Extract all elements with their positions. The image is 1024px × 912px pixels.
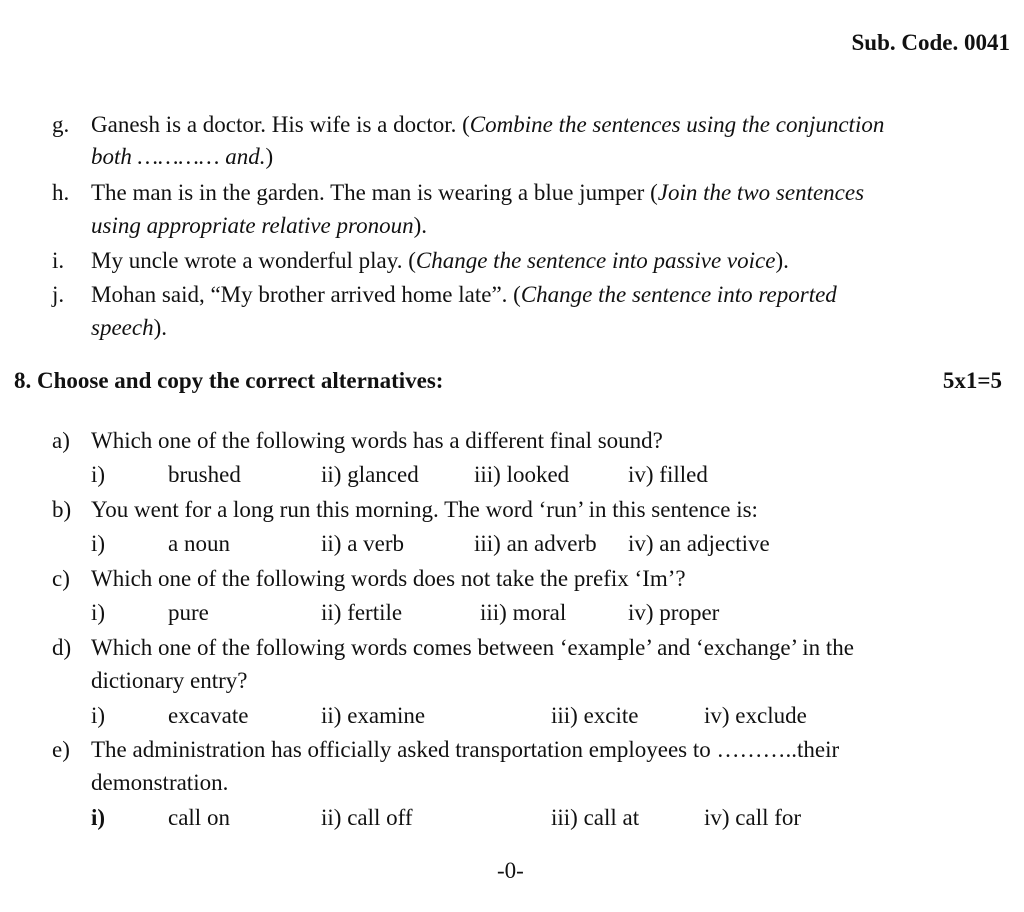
question-j-instruction: Change the sentence into reported bbox=[520, 282, 837, 307]
option-label: i) bbox=[91, 531, 106, 556]
section-8-marks: 5x1=5 bbox=[942, 368, 1002, 393]
mcq-a bbox=[52, 428, 663, 454]
option-2: ii) glanced bbox=[321, 462, 419, 487]
option-label: i) bbox=[91, 805, 106, 830]
option-3: iii) call at bbox=[551, 805, 640, 830]
mcq-c bbox=[52, 566, 686, 592]
mcq-a-marker: a) bbox=[52, 428, 70, 453]
mcq-d-marker: d) bbox=[52, 635, 72, 660]
question-j-cont bbox=[91, 315, 167, 341]
option-4: iv) proper bbox=[628, 600, 720, 625]
mcq-e-text: The administration has officially asked transportation employees to ………..their bbox=[91, 737, 840, 762]
question-i-text: My uncle wrote a wonderful play. ( bbox=[91, 248, 416, 273]
mcq-c-text: Which one of the following words does not take the prefix ‘Im’? bbox=[91, 566, 686, 591]
question-h-instruction-2: using appropriate relative pronoun bbox=[91, 213, 414, 238]
option-4: iv) call for bbox=[704, 805, 802, 830]
question-h-text: The man is in the garden. The man is wearing a blue jumper ( bbox=[91, 180, 658, 205]
option-3: iii) an adverb bbox=[474, 531, 597, 556]
mcq-e-marker: e) bbox=[52, 737, 70, 762]
option-3: iii) moral bbox=[480, 600, 567, 625]
question-j-text: Mohan said, “My brother arrived home late”. ( bbox=[91, 282, 521, 307]
question-i bbox=[52, 248, 789, 274]
mcq-d-cont: dictionary entry? bbox=[91, 668, 248, 693]
mcq-e bbox=[52, 737, 839, 763]
question-g-text: Ganesh is a doctor. His wife is a doctor. ( bbox=[91, 112, 470, 137]
page-number: -0- bbox=[497, 858, 524, 883]
question-g-marker: g. bbox=[52, 112, 70, 137]
option-3: iii) excite bbox=[551, 703, 639, 728]
option-1: pure bbox=[168, 600, 209, 625]
option-2: ii) examine bbox=[321, 703, 426, 728]
option-4: iv) filled bbox=[628, 462, 708, 487]
question-i-instruction: Change the sentence into passive voice bbox=[415, 248, 776, 273]
question-g-instruction-2: both ………… and. bbox=[91, 144, 266, 169]
question-g-instruction: Combine the sentences using the conjunction bbox=[469, 112, 885, 137]
option-1: brushed bbox=[168, 462, 241, 487]
option-label: i) bbox=[91, 703, 106, 728]
mcq-d-text: Which one of the following words comes between ‘example’ and ‘exchange’ in the bbox=[91, 635, 854, 660]
question-g bbox=[52, 112, 884, 138]
option-2: ii) fertile bbox=[321, 600, 403, 625]
option-4: iv) an adjective bbox=[628, 531, 770, 556]
mcq-b-text: You went for a long run this morning. The word ‘run’ in this sentence is: bbox=[91, 497, 758, 522]
mcq-e-cont: demonstration. bbox=[91, 770, 229, 795]
question-h bbox=[52, 180, 864, 206]
mcq-b-marker: b) bbox=[52, 497, 72, 522]
option-2: ii) a verb bbox=[321, 531, 405, 556]
question-g-tail: ) bbox=[265, 144, 274, 169]
question-g-cont bbox=[91, 144, 273, 170]
question-j-tail: ). bbox=[153, 315, 167, 340]
question-h-cont bbox=[91, 213, 427, 239]
option-1: excavate bbox=[168, 703, 249, 728]
question-j-marker: j. bbox=[52, 282, 65, 307]
mcq-c-marker: c) bbox=[52, 566, 70, 591]
option-4: iv) exclude bbox=[704, 703, 807, 728]
question-h-instruction: Join the two sentences bbox=[657, 180, 865, 205]
mcq-a-text: Which one of the following words has a different final sound? bbox=[91, 428, 663, 453]
question-i-tail: ). bbox=[775, 248, 789, 273]
question-h-marker: h. bbox=[52, 180, 70, 205]
option-label: i) bbox=[91, 600, 106, 625]
section-8-heading: 8. Choose and copy the correct alternatives: bbox=[14, 368, 444, 393]
option-2: ii) call off bbox=[321, 805, 413, 830]
mcq-d bbox=[52, 635, 854, 661]
option-1: call on bbox=[168, 805, 230, 830]
question-i-marker: i. bbox=[52, 248, 65, 273]
option-label: i) bbox=[91, 462, 106, 487]
mcq-b bbox=[52, 497, 758, 523]
subject-code: Sub. Code. 0041 bbox=[851, 30, 1010, 55]
question-j-instruction-2: speech bbox=[91, 315, 154, 340]
question-j bbox=[52, 282, 837, 308]
question-h-tail: ). bbox=[413, 213, 428, 238]
option-1: a noun bbox=[168, 531, 230, 556]
option-3: iii) looked bbox=[474, 462, 570, 487]
